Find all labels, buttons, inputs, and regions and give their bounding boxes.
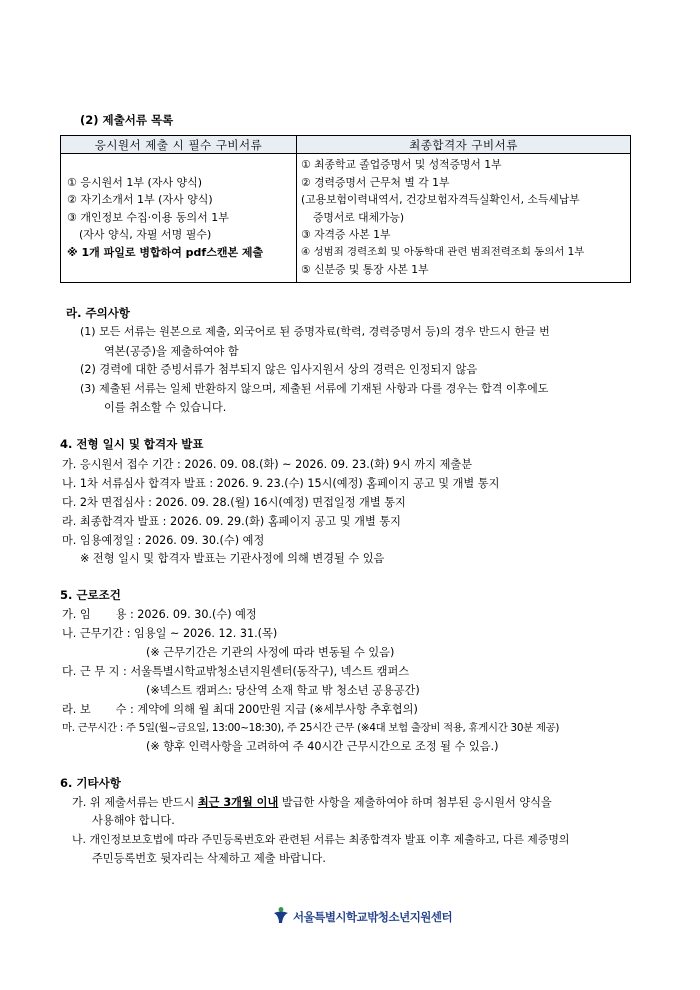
application-docs-cell bbox=[61, 154, 297, 283]
schedule-title: 4. 전형 일시 및 합격자 발표 bbox=[60, 437, 204, 451]
footer-logo bbox=[272, 906, 452, 927]
etc-item-cont: 사용해야 합니다. bbox=[92, 814, 175, 827]
note-line: 역본(공증)을 제출하여야 함 bbox=[104, 345, 239, 358]
schedule-item: 가. 응시원서 접수 기간 : 2026. 09. 08.(화) ~ 2026. 09. 23.(화) 9시 까지 제출분 bbox=[62, 458, 473, 471]
condition-item: 나. 근무기간 : 임용일 ~ 2026. 12. 31.(목) bbox=[62, 627, 278, 640]
table-header-row bbox=[61, 136, 631, 154]
condition-note: (※ 근무기간은 기관의 사정에 따라 변동될 수 있음) bbox=[146, 646, 395, 659]
docs-section-title: (2) 제출서류 목록 bbox=[80, 113, 174, 127]
condition-item: 다. 근 무 지 : 서울특별시학교밖청소년지원센터(동작구), 넥스트 캠퍼스 bbox=[62, 665, 410, 678]
note-line: (2) 경력에 대한 증빙서류가 첨부되지 않은 입사지원서 상의 경력은 인정되지 않음 bbox=[80, 363, 478, 376]
etc-highlight: 최근 3개월 이내 bbox=[197, 796, 279, 809]
etc-text: 발급한 사항을 제출하여야 하며 첨부된 응시원서 양식을 bbox=[278, 796, 552, 809]
condition-item: 마. 근무시간 : 주 5일(월~금요일, 13:00~18:30), 주 25시간 근무 (※4대 보험 출장비 적용, 휴게시간 30분 제공) bbox=[62, 722, 560, 734]
list-item: 증명서로 대체가능) bbox=[313, 210, 405, 224]
conditions-title: 5. 근로조건 bbox=[60, 588, 121, 602]
list-item: ② 경력증명서 근무처 별 각 1부 bbox=[301, 175, 450, 189]
condition-note: (※넥스트 캠퍼스: 당산역 소재 학교 밖 청소년 공용공간) bbox=[146, 684, 420, 697]
etc-text: 가. 위 제출서류는 반드시 bbox=[72, 796, 198, 809]
etc-title: 6. 기타사항 bbox=[60, 776, 121, 790]
col-header-application: 응시원서 제출 시 필수 구비서류 bbox=[61, 136, 297, 154]
condition-note: (※ 향후 인력사항을 고려하여 주 40시간 근무시간으로 조정 될 수 있음.) bbox=[146, 740, 499, 753]
list-item: ③ 자격증 사본 1부 bbox=[301, 228, 391, 241]
list-item: ① 최종학교 졸업증명서 및 성적증명서 1부 bbox=[301, 158, 502, 171]
list-item-note: ※ 1개 파일로 병합하여 pdf스캔본 제출 bbox=[67, 245, 264, 259]
list-item: (고용보험이력내역서, 건강보험자격득실확인서, 소득세납부 bbox=[301, 193, 580, 206]
note-line: 이를 취소할 수 있습니다. bbox=[104, 401, 227, 414]
list-item: ② 자기소개서 1부 (자사 양식) bbox=[67, 193, 213, 206]
final-docs-cell bbox=[297, 154, 631, 283]
table-row bbox=[61, 154, 631, 283]
note-line: (3) 제출된 서류는 일체 반환하지 않으며, 제출된 서류에 기재된 사항과 다를 경우는 합격 이후에도 bbox=[80, 382, 549, 395]
schedule-item: 마. 임용예정일 : 2026. 09. 30.(수) 예정 bbox=[62, 534, 265, 547]
logo-text: 서울특별시학교밖청소년지원센터 bbox=[293, 909, 453, 924]
youth-center-logo-icon bbox=[272, 906, 290, 927]
condition-item: 가. 임 용 : 2026. 09. 30.(수) 예정 bbox=[62, 608, 257, 621]
col-header-final: 최종합격자 구비서류 bbox=[297, 136, 631, 154]
documents-table bbox=[60, 135, 631, 283]
condition-item: 라. 보 수 : 계약에 의해 월 최대 200만원 지급 (※세부사항 추후협의) bbox=[62, 703, 418, 716]
schedule-item: 라. 최종합격자 발표 : 2026. 09. 29.(화) 홈페이지 공고 및 개별 통지 bbox=[62, 515, 401, 528]
notes-title: 라. 주의사항 bbox=[66, 306, 130, 320]
note-line: (1) 모든 서류는 원본으로 제출, 외국어로 된 증명자료(학력, 경력증명서 등)의 경우 반드시 한글 번 bbox=[80, 325, 550, 338]
etc-item bbox=[72, 794, 552, 810]
etc-item: 나. 개인정보보호법에 따라 주민등록번호와 관련된 서류는 최종합격자 발표 이후 제출하고, 다른 제증명의 bbox=[72, 833, 570, 846]
list-item: ⑤ 신분증 및 통장 사본 1부 bbox=[301, 263, 429, 276]
schedule-item: 나. 1차 서류심사 합격자 발표 : 2026. 9. 23.(수) 15시(예정) 홈페이지 공고 및 개별 통지 bbox=[62, 477, 500, 490]
list-item: (자사 양식, 자필 서명 필수) bbox=[79, 228, 212, 241]
schedule-item: 다. 2차 면접심사 : 2026. 09. 28.(월) 16시(예정) 면접일정 개별 통지 bbox=[62, 496, 406, 509]
schedule-note: ※ 전형 일시 및 합격자 발표는 기관사정에 의해 변경될 수 있음 bbox=[80, 552, 385, 565]
list-item: ④ 성범죄 경력조회 및 아동학대 관련 범죄전력조회 동의서 1부 bbox=[301, 245, 585, 258]
list-item: ③ 개인정보 수집·이용 동의서 1부 bbox=[67, 210, 229, 224]
etc-item-cont: 주민등록번호 뒷자리는 삭제하고 제출 바랍니다. bbox=[92, 852, 326, 865]
list-item: ① 응시원서 1부 (자사 양식) bbox=[67, 175, 203, 189]
